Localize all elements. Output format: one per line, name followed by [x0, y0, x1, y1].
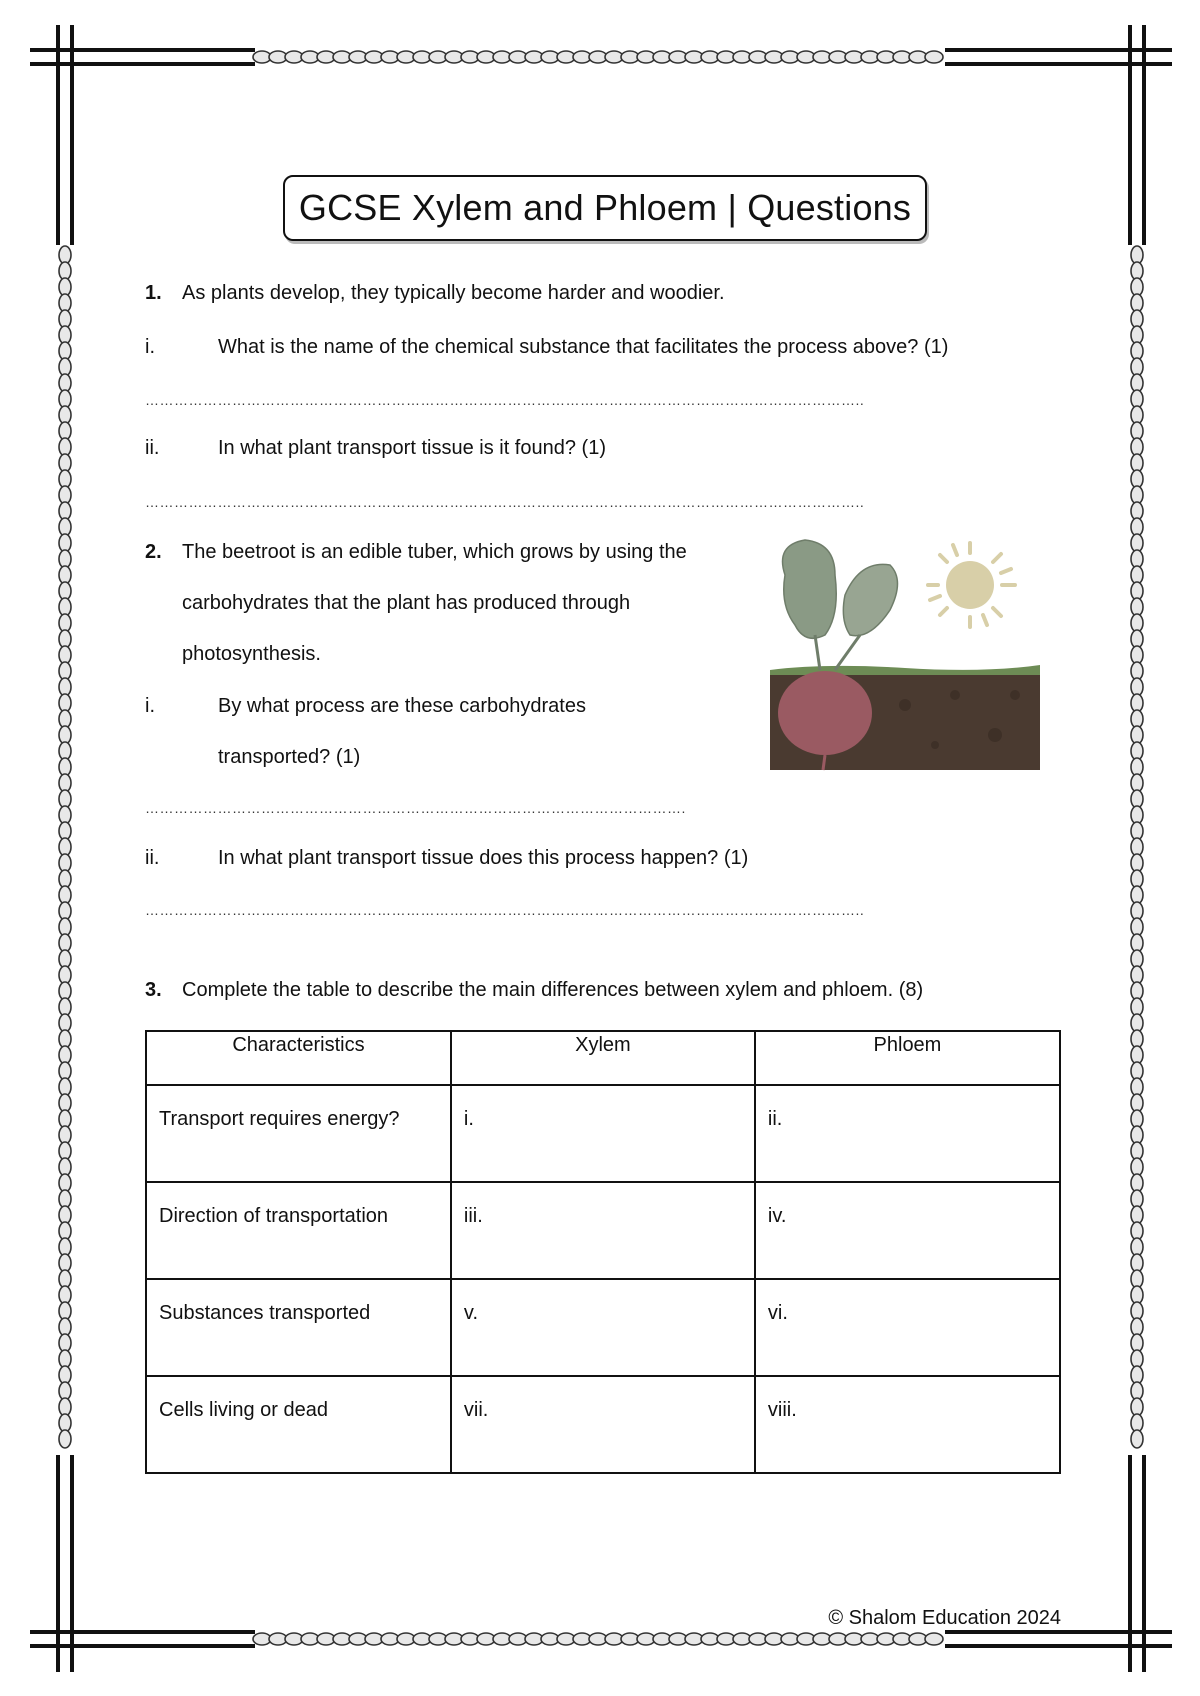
table-row: [146, 1182, 1060, 1279]
answer-cell[interactable]: iv.: [755, 1182, 1060, 1279]
q2-ii-text: In what plant transport tissue does this process happen? (1): [218, 847, 749, 869]
q3-text: Complete the table to describe the main differences between xylem and phloem. (8): [182, 979, 924, 1001]
q2-line-2: carbohydrates that the plant has produced through: [182, 592, 631, 614]
answer-cell[interactable]: i.: [451, 1085, 755, 1182]
answer-line-q2-i[interactable]: ………………………………………………………………………………………………….: [145, 800, 686, 816]
q1-ii-label: ii.: [145, 437, 160, 459]
title-box: [283, 175, 927, 241]
q2-ii-label: ii.: [145, 847, 160, 869]
q2-line-3: photosynthesis.: [182, 643, 321, 665]
answer-line-q1-ii[interactable]: …………………………………………………………………………………………………………………………………..: [145, 494, 865, 510]
header-xylem: Xylem: [451, 1031, 755, 1085]
answer-cell[interactable]: vii.: [451, 1376, 755, 1473]
q1-i-text: What is the name of the chemical substance that facilitates the process above? (1): [218, 336, 949, 358]
answer-cell[interactable]: v.: [451, 1279, 755, 1376]
answer-cell[interactable]: iii.: [451, 1182, 755, 1279]
answer-line-q1-i[interactable]: …………………………………………………………………………………………………………………………………..: [145, 392, 865, 408]
q2-i-label: i.: [145, 695, 155, 717]
table-row: [146, 1376, 1060, 1473]
copyright-footer: © Shalom Education 2024: [828, 1607, 1061, 1629]
row-label: Cells living or dead: [146, 1376, 451, 1473]
q2-i-line-2: transported? (1): [218, 746, 361, 768]
q1-number: 1.: [145, 282, 162, 304]
header-phloem: Phloem: [755, 1031, 1060, 1085]
answer-line-q2-ii[interactable]: …………………………………………………………………………………………………………………………………..: [145, 902, 865, 918]
table-header-row: [146, 1031, 1060, 1085]
page-title: GCSE Xylem and Phloem | Questions: [298, 187, 912, 228]
beetroot-illustration: [765, 535, 1045, 775]
answer-cell[interactable]: vi.: [755, 1279, 1060, 1376]
row-label: Direction of transportation: [146, 1182, 451, 1279]
q2-i-line-1: By what process are these carbohydrates: [218, 695, 586, 717]
table-row: [146, 1085, 1060, 1182]
answer-cell[interactable]: viii.: [755, 1376, 1060, 1473]
q2-number: 2.: [145, 541, 162, 563]
q3-number: 3.: [145, 979, 162, 1001]
q1-ii-text: In what plant transport tissue is it found? (1): [218, 437, 606, 459]
row-label: Transport requires energy?: [146, 1085, 451, 1182]
q1-text: As plants develop, they typically become harder and woodier.: [182, 282, 725, 304]
table-row: [146, 1279, 1060, 1376]
answer-cell[interactable]: ii.: [755, 1085, 1060, 1182]
q1-i-label: i.: [145, 336, 155, 358]
row-label: Substances transported: [146, 1279, 451, 1376]
leaf-icon: [783, 540, 898, 670]
comparison-table: [145, 1030, 1061, 1474]
q2-line-1: The beetroot is an edible tuber, which grows by using the: [182, 541, 687, 563]
sun-icon: [928, 543, 1015, 627]
header-characteristics: Characteristics: [146, 1031, 451, 1085]
